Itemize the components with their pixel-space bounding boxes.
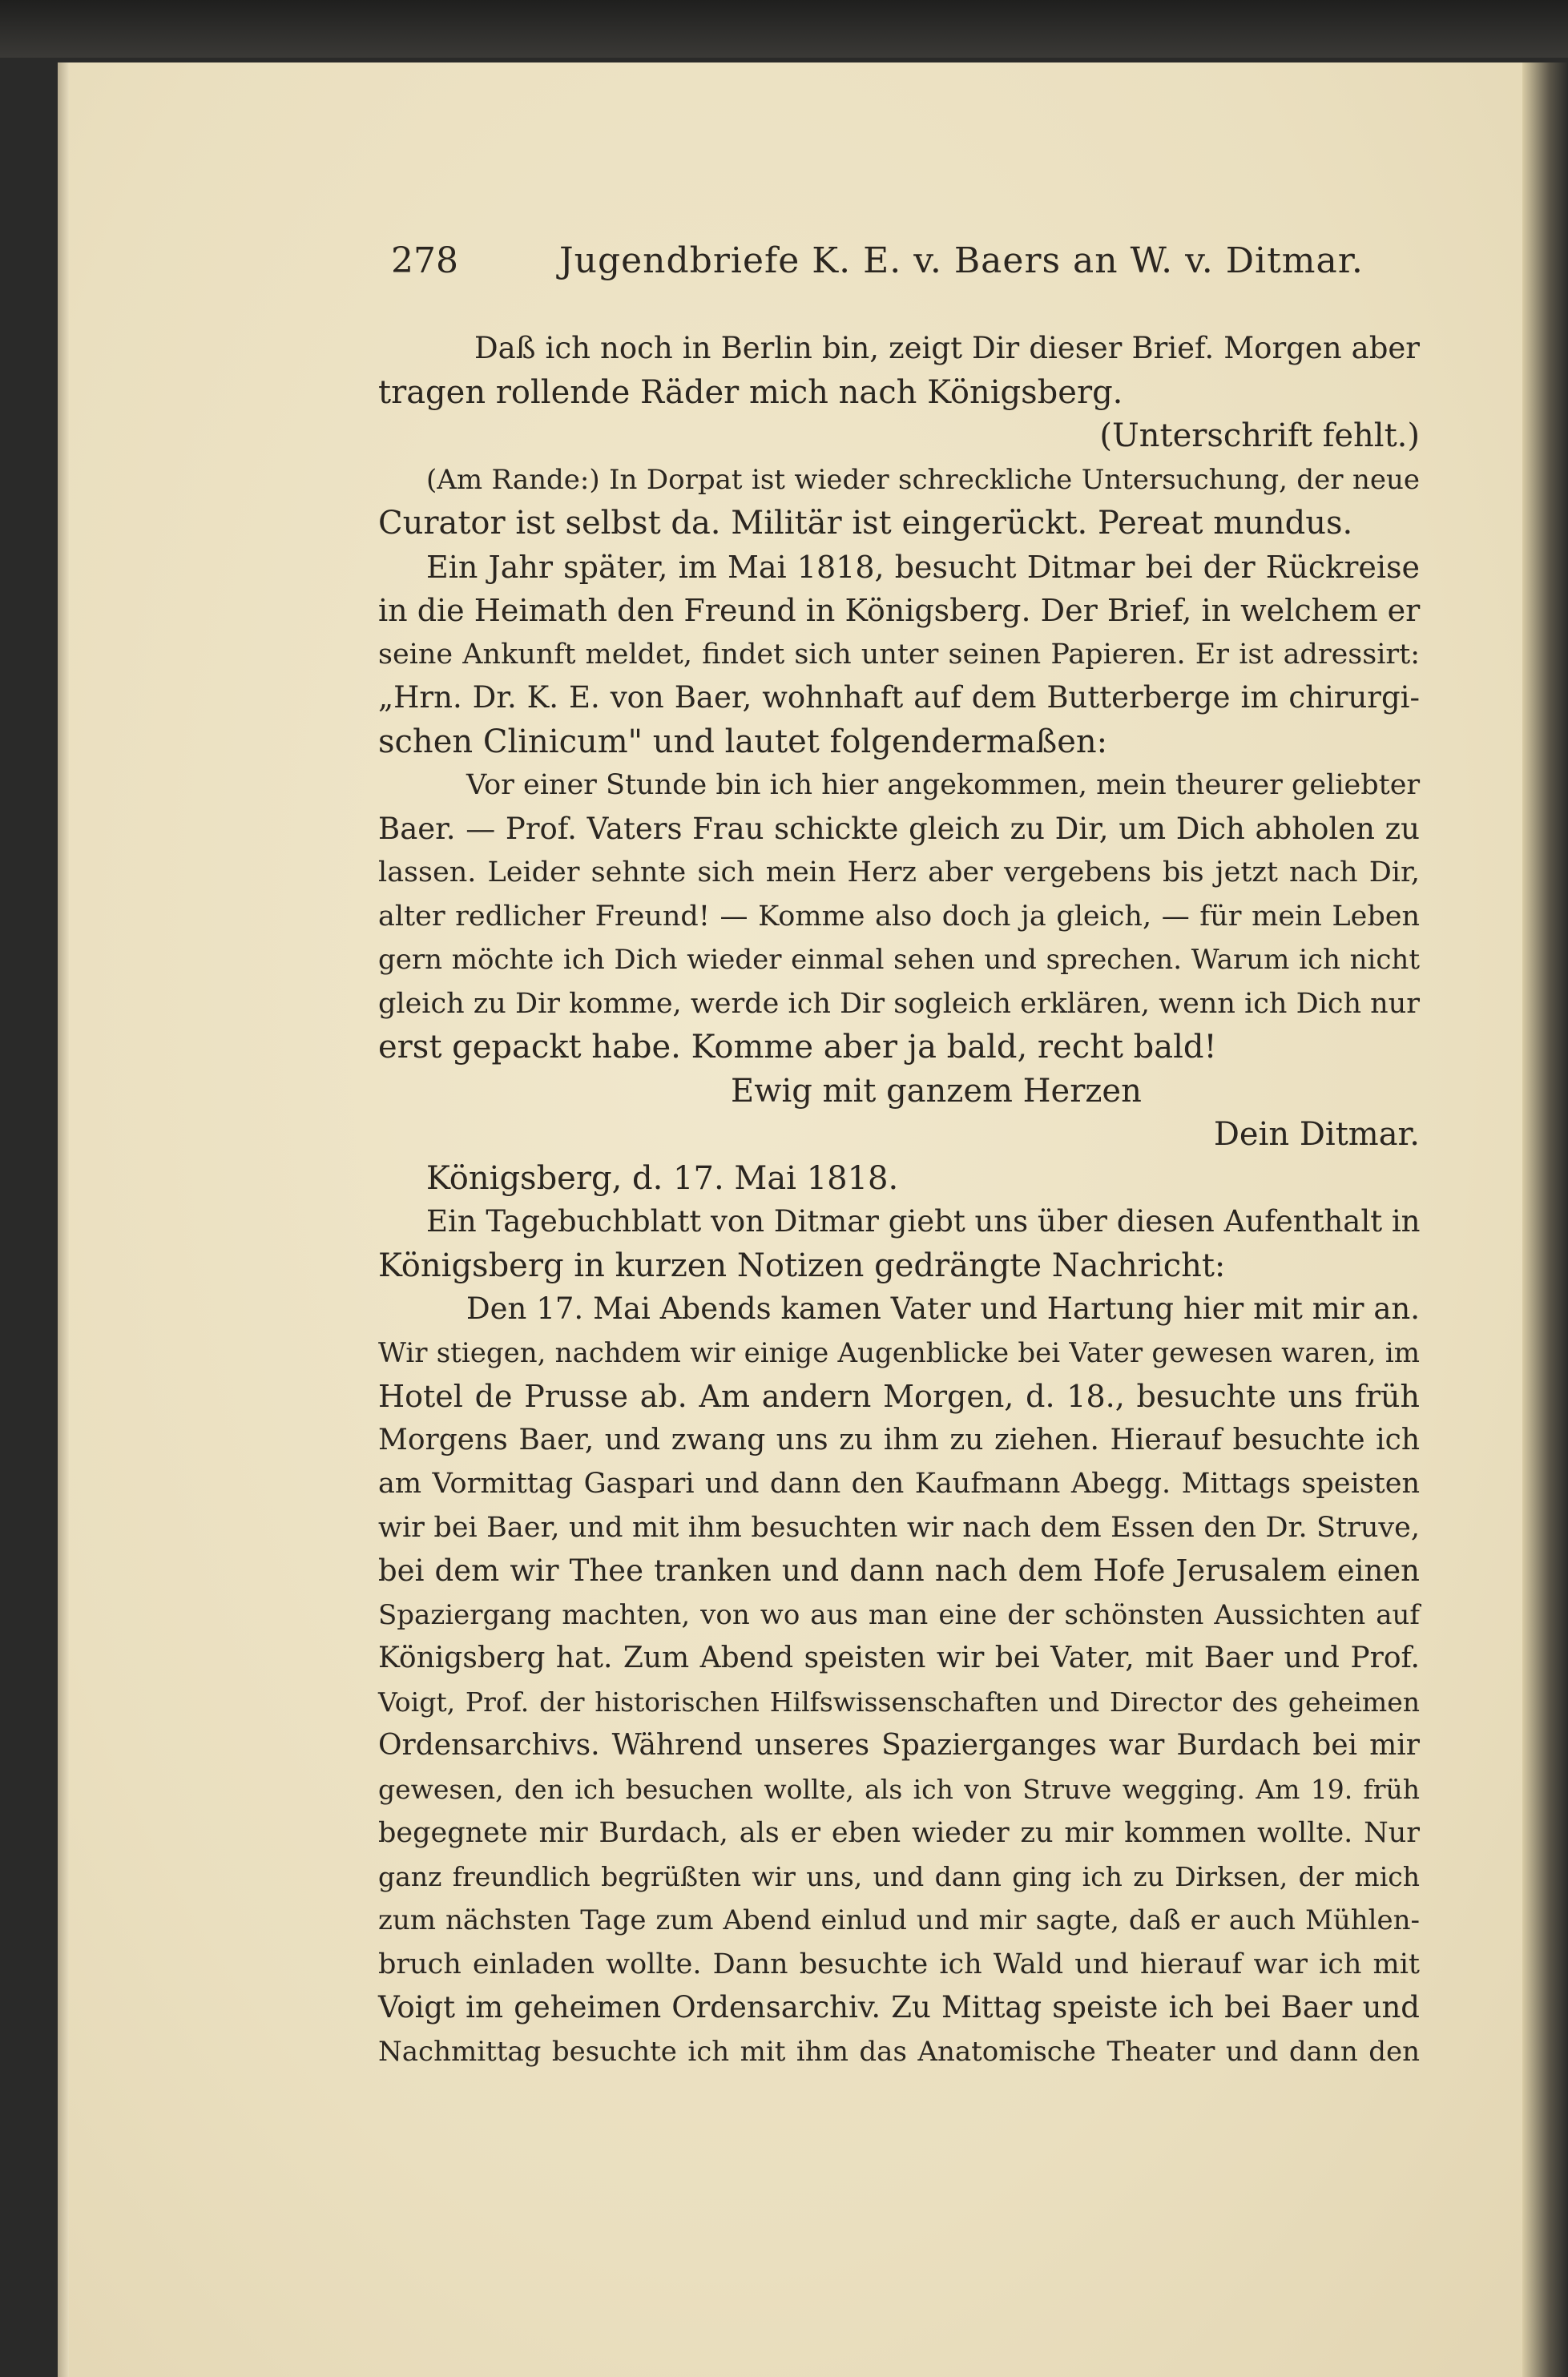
diary-line: Nachmittag besuchte ich mit ihm das Anatomische Theater und dann den [378,2035,1420,2068]
diary-line: zum nächsten Tage zum Abend einlud und mir sagte, daß er auch Mühlen- [378,1904,1420,1936]
diary-line: ganz freundlich begrüßten wir uns, und dann ging ich zu Dirksen, der mich [378,1860,1420,1892]
diary-line: Wir stiegen, nachdem wir einige Augenblicke bei Vater gewesen waren, im [378,1336,1420,1369]
diary-line: bei dem wir Thee tranken und dann nach dem Hofe Jerusalem einen [378,1553,1420,1588]
diary-line: Voigt im geheimen Ordensarchiv. Zu Mittag speiste ich bei Baer und [378,1990,1420,2024]
page-header [391,240,1417,288]
text-line: (Am Rande:) In Dorpat ist wieder schreckliche Untersuchung, der neue [426,463,1420,496]
diary-line: begegnete mir Burdach, als er eben wieder zu mir kommen wollte. Nur [378,1817,1420,1849]
page-number: 278 [391,240,458,281]
diary-line: bruch einladen wollte. Dann besuchte ich Wald und hierauf war ich mit [378,1948,1420,1980]
body-text [378,327,1420,2073]
text-line: seine Ankunft meldet, findet sich unter seinen Papieren. Er ist adressirt: [378,638,1420,671]
text-line: Ein Jahr später, im Mai 1818, besucht Ditmar bei der Rückreise [426,549,1420,585]
text-line: tragen rollende Räder mich nach Königsberg. [378,373,1123,411]
letter-line: Baer. — Prof. Vaters Frau schickte gleich zu Dir, um Dich abholen zu [378,811,1420,846]
diary-line: Morgens Baer, und zwang uns zu ihm zu ziehen. Hierauf besuchte ich [378,1423,1420,1456]
letter-closing: Ewig mit ganzem Herzen [731,1072,1142,1110]
letter-line: gern möchte ich Dich wieder einmal sehen und sprechen. Warum ich nicht [378,944,1420,976]
diary-line: Ordensarchivs. Während unseres Spazierganges war Burdach bei mir [378,1729,1420,1762]
letter-dateline: Königsberg, d. 17. Mai 1818. [426,1159,899,1197]
letter-line: Vor einer Stunde bin ich hier angekommen, mein theurer geliebter [466,769,1421,801]
letter-line: alter redlicher Freund! — Komme also doch ja gleich, — für mein Leben [378,900,1420,933]
scan-background-top [0,0,1568,58]
letter-line: gleich zu Dir komme, werde ich Dir sogleich erklären, wenn ich Dich nur [378,987,1420,1020]
text-line: „Hrn. Dr. K. E. von Baer, wohnhaft auf dem Butterberge im chirurgi- [378,680,1420,715]
text-line: Daß ich noch in Berlin bin, zeigt Dir dieser Brief. Morgen aber [474,331,1420,365]
page-gutter-shadow [58,62,69,2377]
text-line: Curator ist selbst da. Militär ist eingerückt. Pereat mundus. [378,505,1353,542]
text-line: schen Clinicum" und lautet folgendermaßen: [378,723,1108,760]
letter-signature: Dein Ditmar. [1213,1116,1420,1153]
diary-line: Hotel de Prusse ab. Am andern Morgen, d. 18., besuchte uns früh [378,1379,1420,1414]
diary-line: wir bei Baer, und mit ihm besuchten wir nach dem Essen den Dr. Struve, [378,1511,1420,1544]
text-line: Ein Tagebuchblatt von Ditmar giebt uns über diesen Aufenthalt in [426,1204,1421,1239]
text-line: in die Heimath den Freund in Königsberg. Der Brief, in welchem er [378,593,1421,628]
diary-line: Den 17. Mai Abends kamen Vater und Hartung hier mit mir an. [466,1291,1420,1326]
signature-note: (Unterschrift fehlt.) [1099,417,1420,454]
diary-line: Voigt, Prof. der historischen Hilfswissenschaften und Director des geheimen [378,1686,1420,1718]
text-line: Königsberg in kurzen Notizen gedrängte Nachricht: [378,1247,1226,1284]
diary-line: Königsberg hat. Zum Abend speisten wir bei Vater, mit Baer und Prof. [378,1642,1420,1674]
letter-line: erst gepackt habe. Komme aber ja bald, recht bald! [378,1029,1217,1066]
letter-line: lassen. Leider sehnte sich mein Herz aber vergebens bis jetzt nach Dir, [378,856,1420,888]
page-edge-shadow [1522,62,1568,2377]
running-title: Jugendbriefe K. E. v. Baers an W. v. Ditmar. [559,240,1364,281]
diary-line: Spaziergang machten, von wo aus man eine der schönsten Aussichten auf [378,1598,1420,1631]
diary-line: am Vormittag Gaspari und dann den Kaufmann Abegg. Mittags speisten [378,1468,1420,1500]
diary-line: gewesen, den ich besuchen wollte, als ich von Struve wegging. Am 19. früh [378,1773,1420,1805]
